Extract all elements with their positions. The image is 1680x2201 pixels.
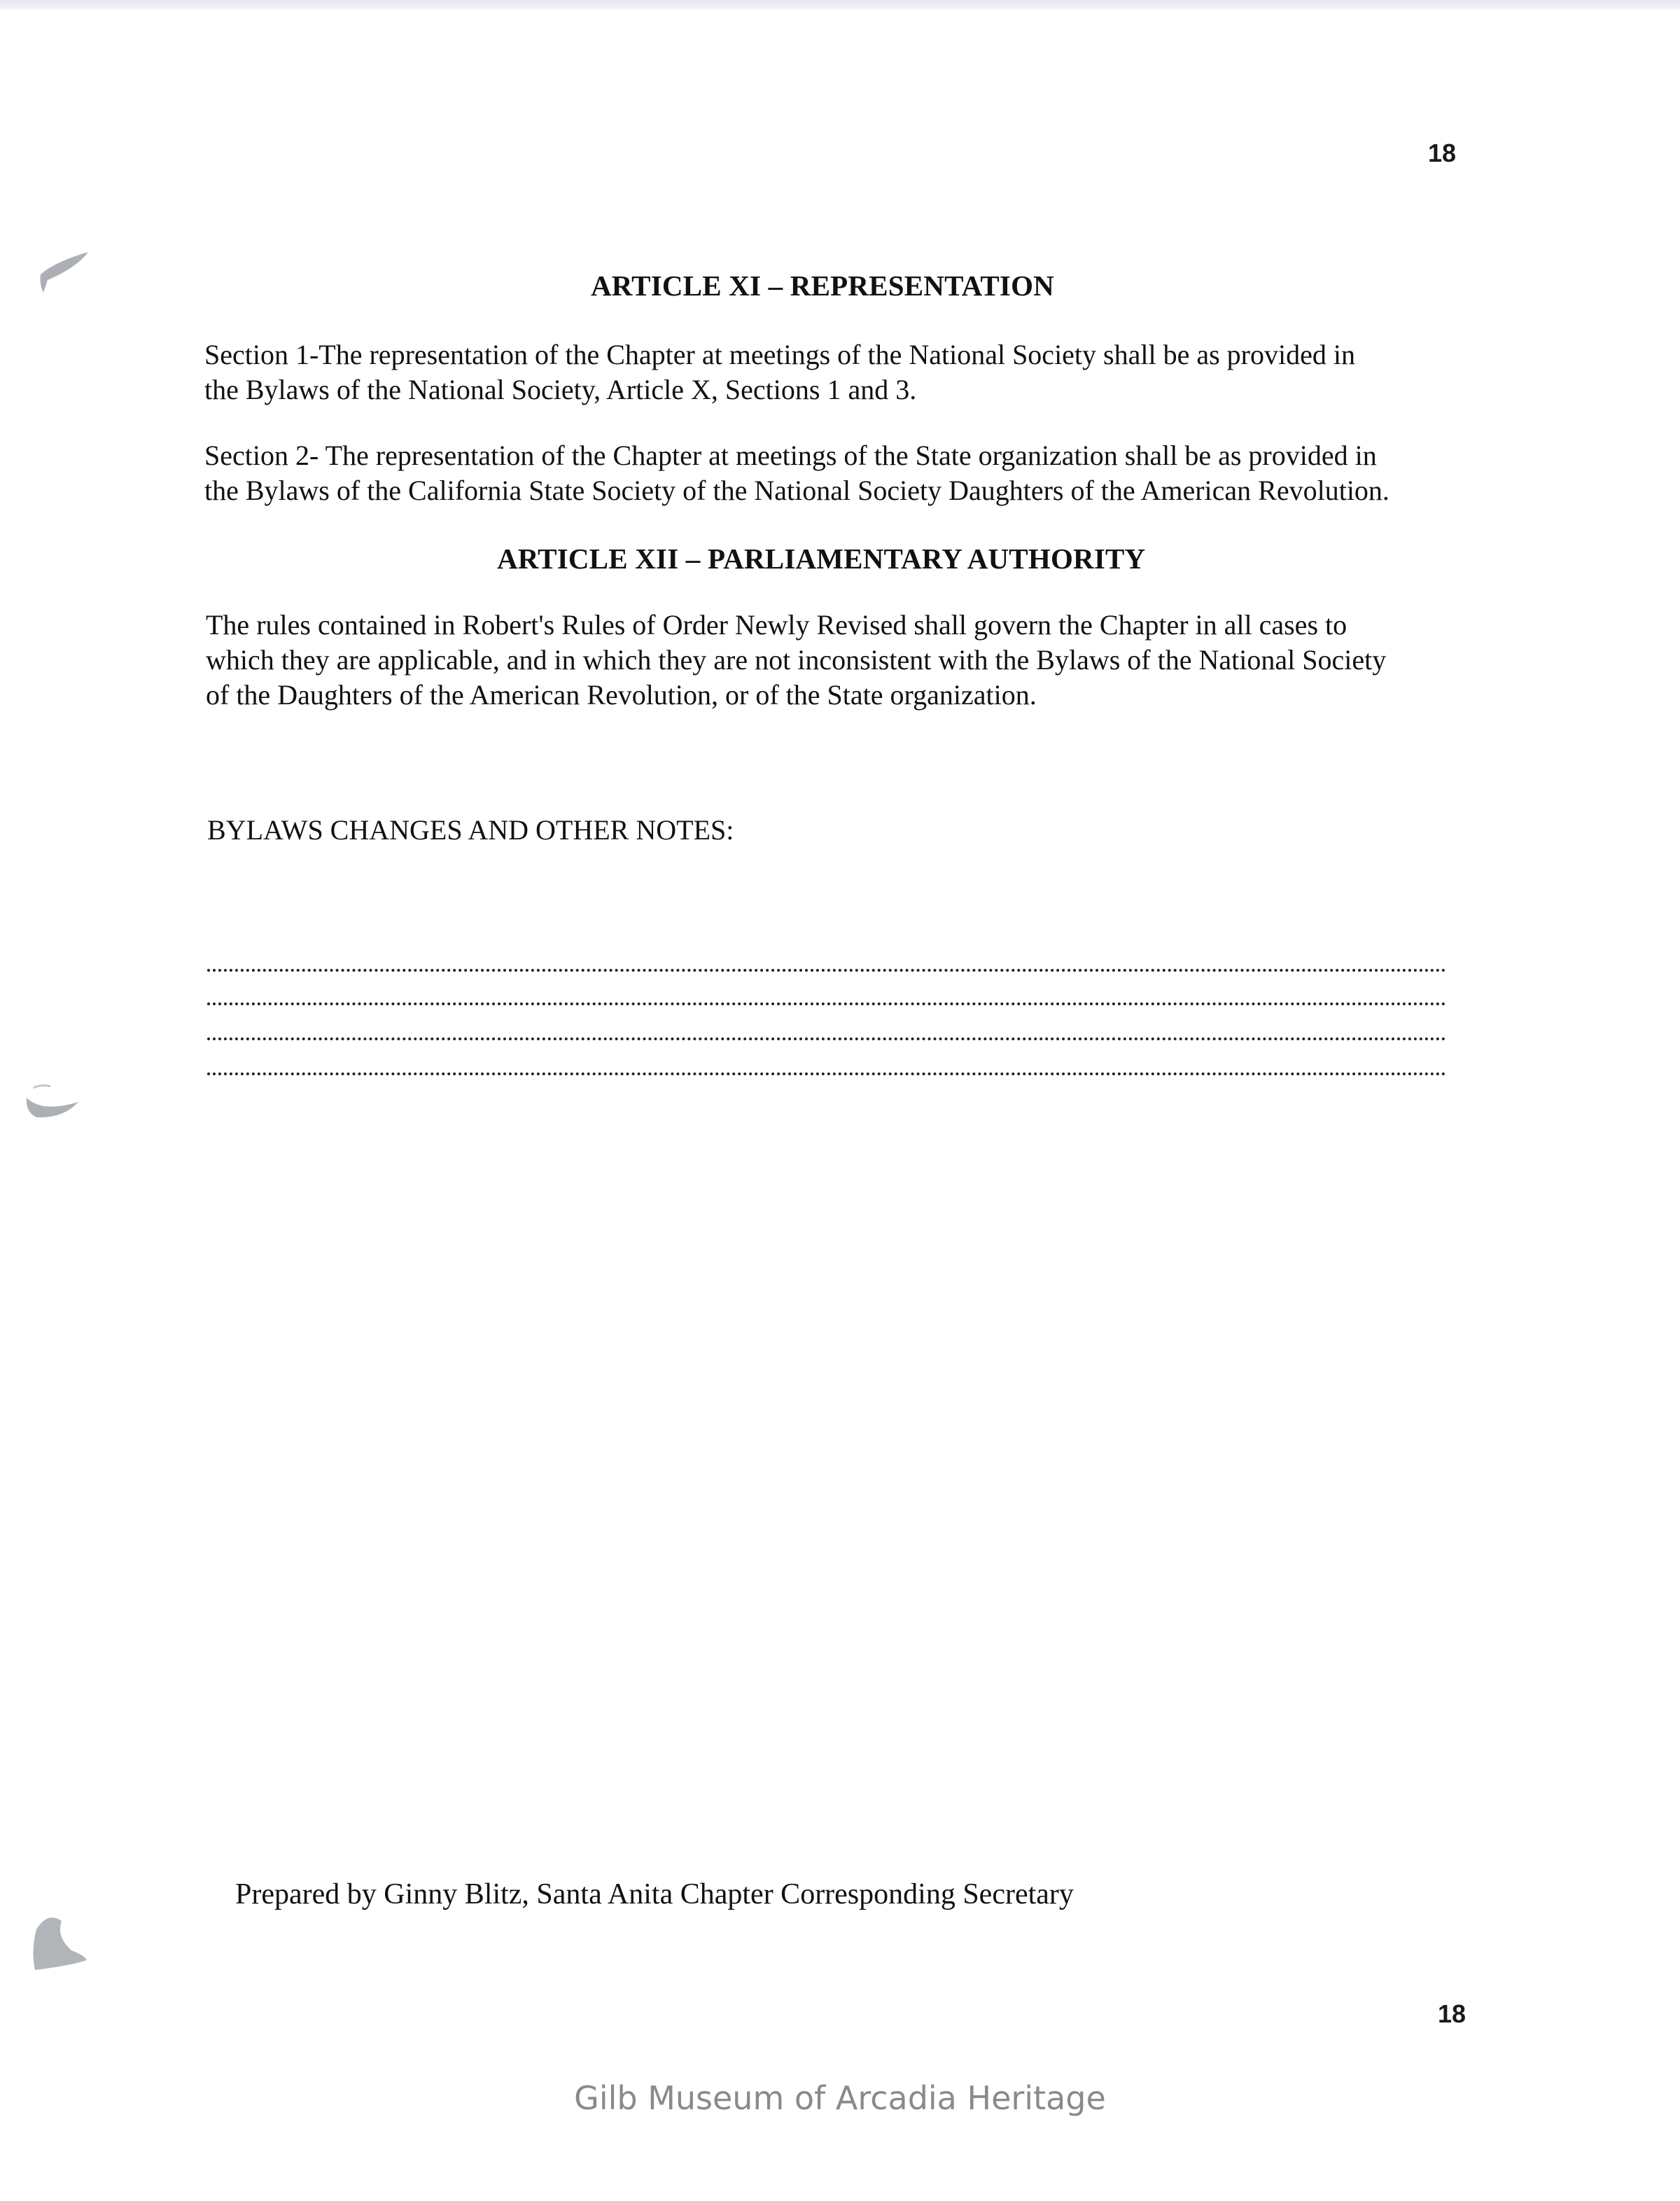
scan-top-edge xyxy=(0,0,1680,10)
notes-blank-line xyxy=(207,1072,1446,1075)
article-xi-section-2: Section 2- The representation of the Chapter at meetings of the State organization shall be as provided in the Bylaws of the California State Society of the National Society Daughters of the American Revolution. xyxy=(204,440,1390,506)
notes-blank-line xyxy=(207,1037,1446,1040)
notes-blank-line xyxy=(207,969,1446,972)
article-xi-section-1: Section 1-The representation of the Chapter at meetings of the National Society shall be as provided in the Bylaws of the National Society, Article X, Sections 1 and 3. xyxy=(204,339,1355,405)
punch-hole-top-icon xyxy=(34,246,92,297)
notes-blank-line xyxy=(207,1002,1446,1005)
punch-hole-middle-icon xyxy=(21,1078,84,1127)
museum-watermark: Gilb Museum of Arcadia Heritage xyxy=(574,2079,1106,2117)
punch-hole-bottom-icon xyxy=(28,1908,91,1976)
article-xi-heading: ARTICLE XI – REPRESENTATION xyxy=(591,270,1054,302)
page-number-bottom: 18 xyxy=(1438,1999,1466,2028)
page-number-top: 18 xyxy=(1428,139,1457,167)
article-xii-heading: ARTICLE XII – PARLIAMENTARY AUTHORITY xyxy=(497,543,1146,575)
prepared-by-credit: Prepared by Ginny Blitz, Santa Anita Chapter Corresponding Secretary xyxy=(235,1878,1074,1910)
article-xii-body: The rules contained in Robert's Rules of Order Newly Revised shall govern the Chapter in all cases to which they are applicable, and in which they are not inconsistent with the Bylaws of the National Society of the Daughters of the American Revolution, or of the State organization. xyxy=(206,609,1387,711)
notes-label: BYLAWS CHANGES AND OTHER NOTES: xyxy=(207,814,734,846)
